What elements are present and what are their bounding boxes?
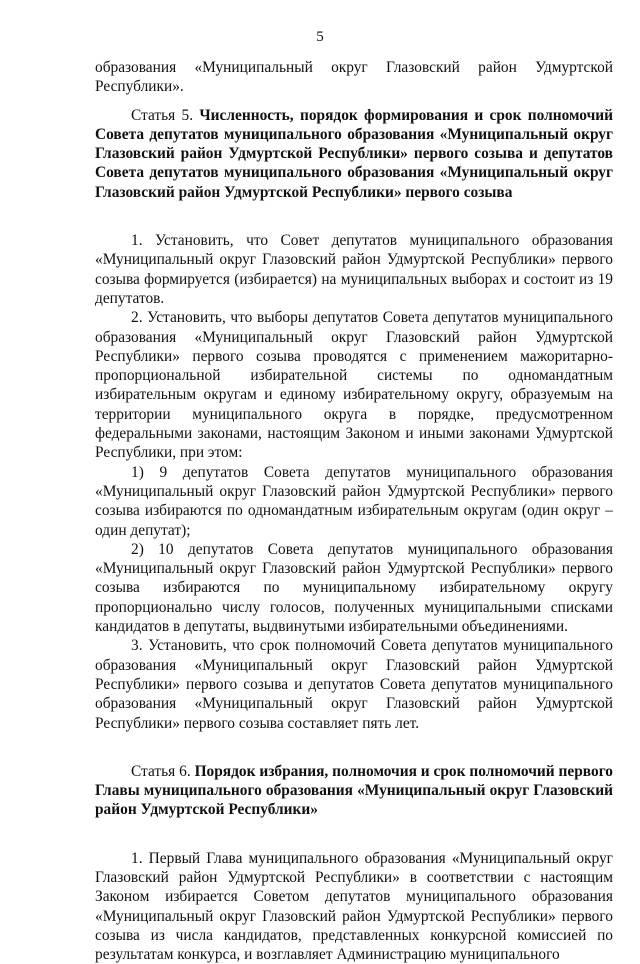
article-6-title: Порядок избрания, полномочия и срок полномочий первого Главы муниципального образования «Муниципальный округ Глазовский район Удмуртской Республики» bbox=[95, 762, 614, 819]
page-number: 5 bbox=[316, 29, 324, 45]
article-6-label: Статья 6. bbox=[131, 762, 191, 780]
article-5-heading bbox=[95, 106, 613, 202]
article-5-paragraph-2: 2. Установить, что выборы депутатов Совета депутатов муниципального образования «Муниципальный округ Глазовский район Удмуртской Республики» первого созыва проводятся с применением мажоритарно-пропорциональной избирательной системы по одномандатным избирательным округам и единому избирательному округу, образуемым на территории муниципального округа в порядке, предусмотренном федеральными законами, настоящим Законом и иными законами Удмуртской Республики, при этом: bbox=[95, 309, 613, 462]
intro-paragraph: образования «Муниципальный округ Глазовский район Удмуртской Республики». bbox=[95, 59, 613, 96]
article-5-subitem-2: 2) 10 депутатов Совета депутатов муниципального образования «Муниципальный округ Глазовский район Удмуртской Республики» первого созыва избираются по муниципальному избирательному округу пропорционально числу голосов, полученных муниципальными списками кандидатов в депутаты, выдвинутыми избирательными объединениями. bbox=[95, 540, 613, 636]
article-5-subitem-1: 1) 9 депутатов Совета депутатов муниципального образования «Муниципальный округ Глазовский район Удмуртской Республики» первого созыва избираются по одномандатным избирательным округам (один округ – один депутат); bbox=[95, 463, 613, 539]
article-6-paragraph-1: 1. Первый Глава муниципального образования «Муниципальный округ Глазовский район Удмуртской Республики» в соответствии с настоящим Законом избирается Советом депутатов муниципального образования «Муниципальный округ Глазовский район Удмуртской Республики» первого созыва из числа кандидатов, представленных конкурсной комиссией по результатам конкурса, и возглавляет Администрацию муниципального bbox=[95, 849, 613, 964]
document-body bbox=[95, 58, 613, 964]
article-5-title: Численность, порядок формирования и срок полномочий Совета депутатов муниципального образования «Муниципальный округ Глазовский район Удмуртской Республики» первого созыва и депутатов Совета депутатов муниципального образования «Муниципальный округ Глазовский район Удмуртской Республики» первого созыва bbox=[95, 106, 613, 201]
article-6-heading bbox=[95, 762, 613, 820]
article-5-paragraph-1: 1. Установить, что Совет депутатов муниципального образования «Муниципальный округ Глазовский район Удмуртской Республики» первого созыва формируется (избирается) на муниципальных выборах и состоит из 19 депутатов. bbox=[95, 232, 613, 307]
article-5-label: Статья 5. bbox=[131, 106, 194, 124]
article-5-paragraph-3: 3. Установить, что срок полномочий Совета депутатов муниципального образования «Муниципальный округ Глазовский район Удмуртской Республики» первого созыва и депутатов Совета депутатов муниципального образования «Муниципальный округ Глазовский район Удмуртской Республики» первого созыва составляет пять лет. bbox=[95, 637, 613, 732]
